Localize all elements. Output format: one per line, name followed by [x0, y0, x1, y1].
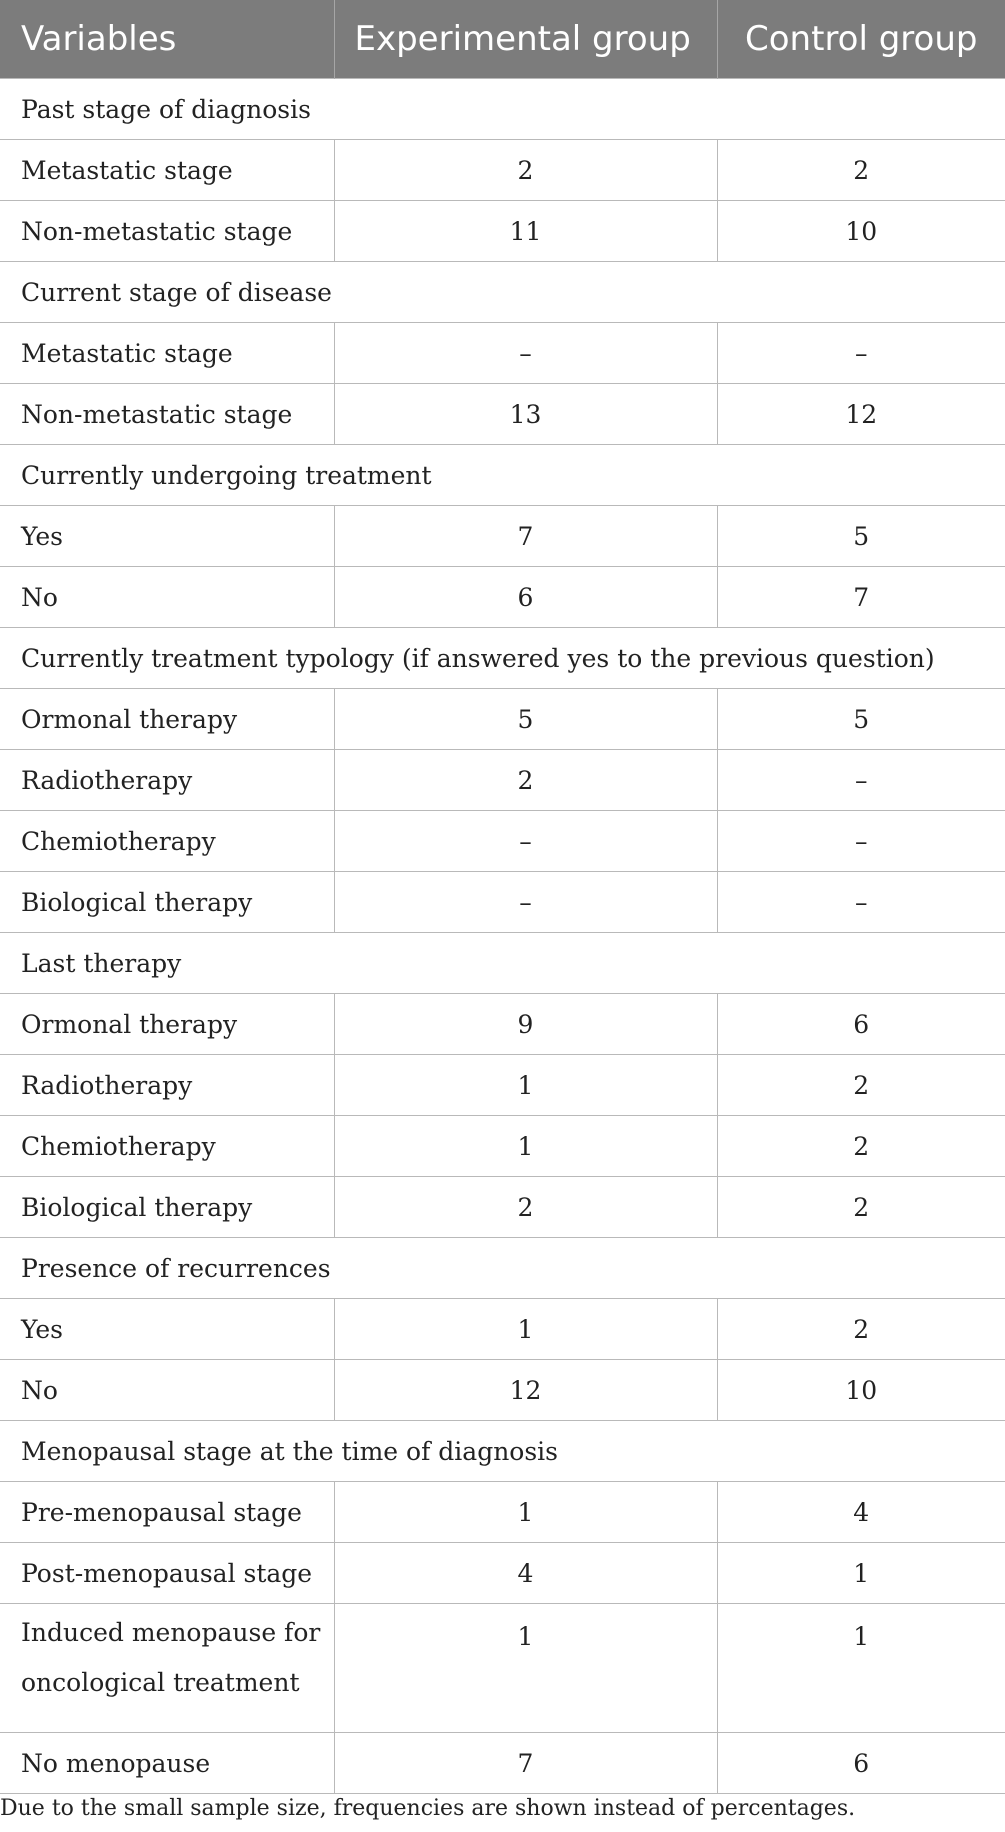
control-value: 1: [717, 1543, 1005, 1604]
control-value: 10: [717, 201, 1005, 262]
table-row: [0, 1733, 1005, 1794]
table-row: [0, 567, 1005, 628]
table-row: [0, 506, 1005, 567]
control-value: 1: [717, 1604, 1005, 1733]
row-label: Ormonal therapy: [0, 689, 334, 750]
experimental-value: –: [334, 811, 717, 872]
section-title: Current stage of disease: [0, 262, 1005, 323]
section-title: Menopausal stage at the time of diagnosis: [0, 1421, 1005, 1482]
experimental-value: 2: [334, 1177, 717, 1238]
experimental-value: 7: [334, 506, 717, 567]
column-header-variables: Variables: [0, 0, 334, 79]
column-header-experimental-group: Experimental group: [334, 0, 717, 79]
control-value: –: [717, 750, 1005, 811]
section-title: Currently treatment typology (if answered yes to the previous question): [0, 628, 1005, 689]
row-label: Chemiotherapy: [0, 811, 334, 872]
section-title: Past stage of diagnosis: [0, 79, 1005, 140]
table-header-row: [0, 0, 1005, 79]
experimental-value: 12: [334, 1360, 717, 1421]
table-row: [0, 872, 1005, 933]
row-label: Yes: [0, 506, 334, 567]
table-row: [0, 1360, 1005, 1421]
table-row: [0, 323, 1005, 384]
control-value: 6: [717, 1733, 1005, 1794]
row-label: Yes: [0, 1299, 334, 1360]
section-row: [0, 1238, 1005, 1299]
row-label: No: [0, 1360, 334, 1421]
row-label: Radiotherapy: [0, 1055, 334, 1116]
control-value: 6: [717, 994, 1005, 1055]
table-row: [0, 1543, 1005, 1604]
control-value: 2: [717, 1177, 1005, 1238]
experimental-value: 2: [334, 750, 717, 811]
experimental-value: 1: [334, 1116, 717, 1177]
row-label: Radiotherapy: [0, 750, 334, 811]
table-row: [0, 201, 1005, 262]
section-row: [0, 445, 1005, 506]
row-label: No menopause: [0, 1733, 334, 1794]
table-row: [0, 1482, 1005, 1543]
table-row: [0, 689, 1005, 750]
table-row: [0, 1177, 1005, 1238]
experimental-value: –: [334, 872, 717, 933]
table-row: [0, 750, 1005, 811]
control-value: 4: [717, 1482, 1005, 1543]
experimental-value: 7: [334, 1733, 717, 1794]
row-label: Biological therapy: [0, 1177, 334, 1238]
experimental-value: 1: [334, 1604, 717, 1733]
row-label: Biological therapy: [0, 872, 334, 933]
control-value: 2: [717, 1055, 1005, 1116]
section-row: [0, 933, 1005, 994]
table-row: [0, 384, 1005, 445]
section-title: Presence of recurrences: [0, 1238, 1005, 1299]
table-row: [0, 994, 1005, 1055]
table-row: [0, 140, 1005, 201]
table-row: [0, 1116, 1005, 1177]
row-label: Post-menopausal stage: [0, 1543, 334, 1604]
control-value: 2: [717, 140, 1005, 201]
row-label: Chemiotherapy: [0, 1116, 334, 1177]
experimental-value: 11: [334, 201, 717, 262]
section-row: [0, 628, 1005, 689]
row-label: Metastatic stage: [0, 140, 334, 201]
row-label: Non-metastatic stage: [0, 201, 334, 262]
experimental-value: 5: [334, 689, 717, 750]
column-header-control-group: Control group: [717, 0, 1005, 79]
section-title: Currently undergoing treatment: [0, 445, 1005, 506]
control-value: 7: [717, 567, 1005, 628]
row-label: Metastatic stage: [0, 323, 334, 384]
section-row: [0, 79, 1005, 140]
control-value: 2: [717, 1299, 1005, 1360]
experimental-value: 6: [334, 567, 717, 628]
control-value: 10: [717, 1360, 1005, 1421]
experimental-value: –: [334, 323, 717, 384]
experimental-value: 1: [334, 1299, 717, 1360]
control-value: –: [717, 811, 1005, 872]
control-value: –: [717, 872, 1005, 933]
section-title: Last therapy: [0, 933, 1005, 994]
control-value: –: [717, 323, 1005, 384]
table-row: [0, 1299, 1005, 1360]
table-footnote: Due to the small sample size, frequencies are shown instead of percentages.: [0, 1796, 856, 1821]
table-row: [0, 1055, 1005, 1116]
table-row: [0, 1604, 1005, 1733]
section-row: [0, 262, 1005, 323]
control-value: 12: [717, 384, 1005, 445]
control-value: 5: [717, 506, 1005, 567]
row-label: Non-metastatic stage: [0, 384, 334, 445]
row-label: Pre-menopausal stage: [0, 1482, 334, 1543]
experimental-value: 1: [334, 1482, 717, 1543]
control-value: 2: [717, 1116, 1005, 1177]
table-row: [0, 811, 1005, 872]
row-label: Induced menopause for oncological treatment: [0, 1604, 334, 1733]
row-label: Ormonal therapy: [0, 994, 334, 1055]
experimental-value: 1: [334, 1055, 717, 1116]
control-value: 5: [717, 689, 1005, 750]
section-row: [0, 1421, 1005, 1482]
row-label: No: [0, 567, 334, 628]
experimental-value: 9: [334, 994, 717, 1055]
experimental-value: 13: [334, 384, 717, 445]
experimental-value: 4: [334, 1543, 717, 1604]
experimental-value: 2: [334, 140, 717, 201]
